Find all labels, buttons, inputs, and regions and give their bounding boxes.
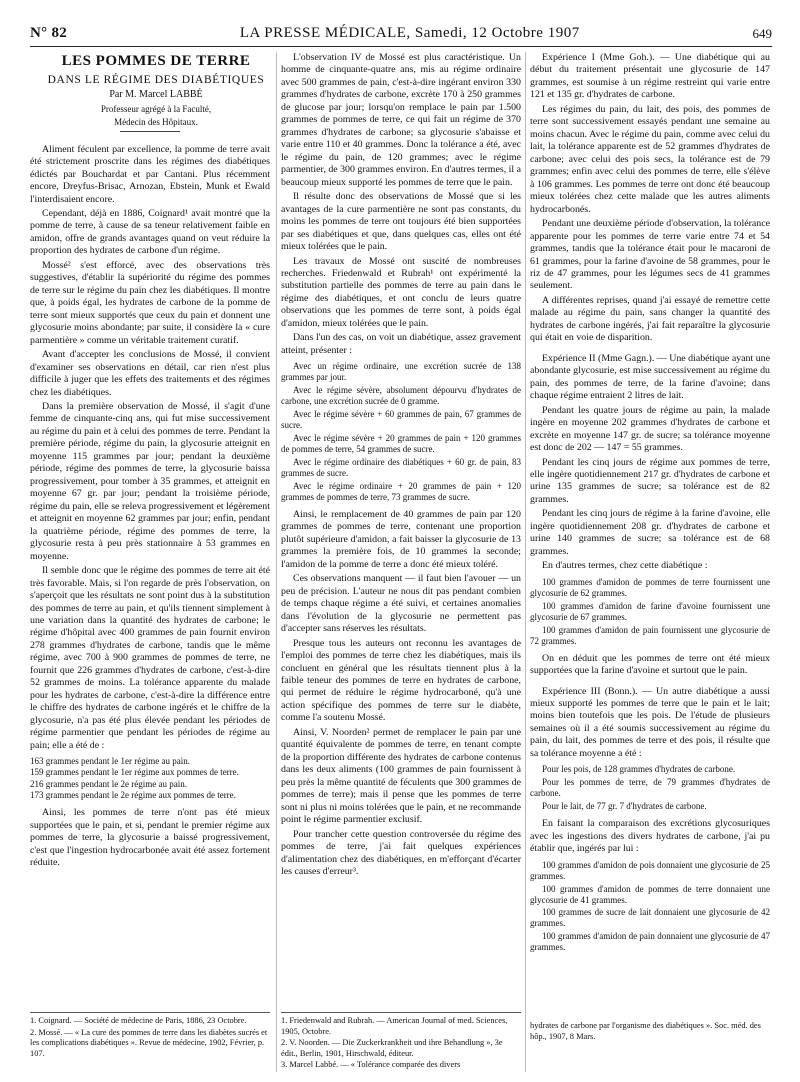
paragraph: On en déduit que les pommes de terre ont été mieux supportées que la farine d'avoine et surtout que le pain. [530,652,770,677]
list-item: 163 grammes pendant le 1er régime au pain. [30,756,190,767]
paragraph: Pendant les cinq jours de régime aux pommes de terre, elle ingère quotidiennement 217 gr. d'hydrates de carbone et urine 135 grammes de sucre; sa tolérance est de 82 grammes. [530,456,770,505]
tolerance-list [30,756,270,801]
list-item: Avec le régime sévère, absolument dépourvu d'hydrates de carbone, une excrétion sucrée de 0 gramme. [281,385,521,407]
paragraph: Avant d'accepter les conclusions de Mossé, il convient d'examiner ses observations en détail, car rien n'est plus difficile à juger que les effets des traitements et des régimes chez les diabétiques. [30,349,270,398]
footnote: 3. Marcel Labbé. — « Tolérance comparée des divers [281,1060,461,1069]
paragraph: Presque tous les auteurs ont reconnu les avantages de l'emploi des pommes de terre chez les diabétiques, mais ils concluent en général que les résultats tiennent plus à la faible teneur des pommes de terre en hydrates de carbone, qui permet de réduire le régime hydrocarboné, qu'à une action spécifique des pommes de terre sur le diabète, comme l'a soutenu Mossé. [281,637,521,724]
footnote: 2. V. Noorden. — Die Zuckerkrankheit und ihre Behandlung », 3e édit., Berlin, 1901, Hirschwald, éditeur. [281,1038,503,1058]
list-item: Avec le régime ordinaire + 20 grammes de pain + 120 grammes de pommes de terre, 73 grammes de sucre. [281,480,521,502]
issue-number: N° 82 [30,25,68,41]
paragraph: Ces observations manquent — il faut bien l'avouer — un peu de précision. L'auteur ne nous dit pas pendant combien de temps chaque régime a été suivi, et certaines anomalies dans l'évolution de la glycosurie ne permettent pas d'accepter sans réserves les résultats. [281,573,521,635]
paragraph: Les travaux de Mossé ont suscité de nombreuses recherches. Friedenwald et Rubrah¹ ont expérimenté la substitution partielle des pommes de terre au pain dans le régime des diabétiques, et ont conclu de leurs quatre observations que les pommes de terre sont, à poids égal d'amidon, mieux tolérées que le pain. [281,255,521,329]
list-item: Pour les pommes de terre, de 79 grammes d'hydrates de carbone. [530,777,770,799]
paragraph: Dans la première observation de Mossé, il s'agit d'une femme de cinquante-cinq ans, qui fut mise successivement au régime du pain et à celui des pommes de terre. Pendant la première période, régime du pain, la glycosurie atteignit en moyenne 115 grammes par jour; pendant la deuxième période, régime des pommes de terre, la glycosurie baissa progressivement, pour tomber à 35 grammes, et atteignit en moyenne 67 gr. par jour; pendant la troisième période, régime du pain, elle se releva progressivement et légèrement et atteignit en moyenne 62 grammes par jour; enfin, pendant la quatrième période, régime des pommes de terre, la glycosurie resta à peu près stationnaire à 53 grammes en moyenne. [30,401,270,562]
column-1 [30,52,270,872]
article-subtitle: DANS LE RÉGIME DES DIABÉTIQUES [47,73,265,86]
list-item: Pour les pois, de 128 grammes d'hydrates de carbone. [542,764,736,775]
list-item: Avec un régime ordinaire, une excrétion sucrée de 138 grammes par jour. [281,361,521,383]
paragraph: L'observation IV de Mossé est plus caractéristique. Un homme de cinquante-quatre ans, mis au régime ordinaire avec 500 grammes de pain, c'est-à-dire ingérant environ 330 grammes d'hydrates de carbone, excrète 170 à 250 grammes de glucose par jour; lorsqu'on remplace le pain par 1.500 grammes de pommes de terre, ce qui fait un régime de 370 grammes d'hydrates de carbone; sa glycosurie s'abaisse et varie entre 110 et 40 grammes. Donc la tolérance a été, avec le régime du pain, de 120 grammes; avec le régime parmentier, de 300 grammes environ. En d'autres termes, il a beaucoup mieux supporté les pommes de terre que le pain. [281,52,521,188]
title-divider [120,131,180,132]
footnote: 1. Coignard. — Société de médecine de Paris, 1886, 23 Octobre. [30,1016,247,1025]
glycosuria-list [530,577,770,647]
column-divider [276,52,277,1072]
glycosuria-list [530,860,770,954]
paragraph: Mossé² s'est efforcé, avec des observations très suggestives, d'établir la supériorité du régime des pommes de terre sur le régime du pain chez les diabétiques. Il montre que, à poids égal, les hydrates de carbone de la pomme de terre sont mieux supportés que ceux du pain et donnent une glycosurie moins abondante; par suite, il considère la « cure parmentière » comme un véritable traitement curatif. [30,259,270,346]
paragraph: A différentes reprises, quand j'ai essayé de remettre cette malade au régime du pain, sans changer la quantité des hydrates de carbone ingérés, j'ai fait reparaître la glycosurie qui était en voie de disparition. [530,294,770,344]
paragraph: Il semble donc que le régime des pommes de terre ait été très favorable. Mais, si l'on regarde de près l'observation, on s'aperçoit que les résultats ne sont point dus à la substitution des pommes de terre au pain, et qu'ils tiennent simplement à une variation dans la quantité des hydrates de carbone; le régime d'hôpital avec 400 grammes de pain fournit environ 278 grammes d'hydrates de carbone, tandis que le même régime, avec 700 à 900 grammes de pommes de terre, ne fournit que 226 grammes d'hydrates de carbone, c'est-à-dire 52 grammes de moins. La tolérance apparente du malade pour les hydrates de carbone, c'est-à-dire la différence entre le chiffre des hydrates de carbone ingérés et le chiffre de la glycosurie, n'a pas été plus élevée pendant les périodes de régime parmentier que pendant les périodes de régime au pain; elle a été de : [30,565,270,751]
footnote: 1. Friedenwald and Rubrah. — American Journal of med. Sciences, 1905, Octobre. [281,1016,508,1036]
paragraph: Pour trancher cette question controversée du régime des pommes de terre, j'ai fait quelques expériences d'alimentation chez des diabétiques, en m'efforçant d'écarter les causes d'erreur³. [281,828,521,877]
paragraph: Les régimes du pain, du lait, des pois, des pommes de terre sont successivement essayés pendant une semaine au moins chacun. Avec le régime du pain, comme avec celui du lait, la tolérance apparente est de 52 grammes d'hydrates de carbone; avec celui des pois secs, la tolérance est de 79 grammes; enfin avec celui des pommes de terre, elle s'élève à 106 grammes. Les pommes de terre ont donc été beaucoup mieux tolérées chez cette malade que les autres aliments hydrocarbonés. [530,103,770,215]
paragraph: Dans l'un des cas, on voit un diabétique, assez gravement atteint, présenter : [281,332,521,356]
journal-title: LA PRESSE MÉDICALE, Samedi, 12 Octobre 1907 [239,25,580,41]
list-item: 100 grammes d'amidon de pain donnaient une glycosurie de 47 grammes. [530,931,770,953]
paragraph: En d'autres termes, chez cette diabétique : [542,560,708,572]
list-item: 173 grammes pendant le 2e régime aux pommes de terre. [30,790,236,801]
article-author: Par M. Marcel LABBÉ [109,89,203,101]
list-item: 100 grammes d'amidon de pois donnaient une glycosurie de 25 grammes. [530,859,770,881]
paragraph: Il résulte donc des observations de Mossé que si les avantages de la cure parmentière ne sont pas constants, du moins les pommes de terre ont toujours été bien supportées par ses diabétiques et que, dans quelques cas, elles ont été mieux tolérées que le pain. [281,191,521,253]
list-item: Avec le régime sévère + 20 grammes de pain + 120 grammes de pommes de terre, 54 grammes de sucre. [281,433,521,455]
experiment-paragraph: Expérience I (Mme Goh.). — Une diabétique qui au début du traitement présentait une glycosurie de 147 grammes, est soumise à un régime restreint qui varie entre 121 et 135 gr. d'hydrates de carbone. [530,52,770,101]
page-number: 649 [752,26,772,41]
paragraph: Ainsi, le remplacement de 40 grammes de pain par 120 grammes de pommes de terre, contenant une proportion plutôt supérieure d'amidon, a fait baisser la glycosurie de 13 grammes la première fois, de 10 grammes la seconde; l'amidon de la pomme de terre a donc été mieux toléré. [281,508,521,570]
footnotes-column-1 [30,1012,270,1060]
paragraph: Pendant une deuxième période d'observation, la tolérance apparente pour les pommes de terre varie entre 74 et 54 grammes, tandis que la tolérance était pour le macaroni de 61 grammes, pour la farine d'avoine de 58 grammes, pour le riz de 47 grammes, pour les légumes secs de 41 grammes seulement. [530,218,770,292]
paragraph: Ainsi, V. Noorden² permet de remplacer le pain par une quantité équivalente de pommes de terre, en tenant compte de la proportion différente des hydrates de carbone contenus dans les deux aliments (100 grammes de pain fournissent à peu près la même quantité de féculents que 300 grammes de pommes de terre); mais il pense que les pommes de terre sont ni plus ni moins tolérées que le pain, et ne recommande point le régime parmentier exclusif. [281,726,521,826]
paragraph: Pendant les cinq jours de régime à la farine d'avoine, elle ingère quotidiennement 208 gr. d'hydrates de carbone et urine 140 grammes de sucre; sa tolérance est de 68 grammes. [530,508,770,557]
footnote: hydrates de carbone par l'organisme des diabétiques ». Soc. méd. des hôp., 1907, 8 Mars. [530,1021,761,1041]
tolerance-list [530,764,770,812]
column-2 [281,52,521,880]
paragraph: Cependant, déjà en 1886, Coignard¹ avait montré que la pomme de terre, à cause de sa teneur relativement faible en amidon, offre de grands avantages quand on veut réduire la proportion des hydrates de carbone d'un régime. [30,207,270,257]
experiment-paragraph: Expérience III (Bonn.). — Un autre diabétique a aussi mieux supporté les pommes de terre que le pain et le lait; moins bien toutefois que les pois. De l'étude de plusieurs semaines où il a été soumis successivement au régime du pain, du lait, des pommes de terre et des pois, il résulte que sa tolérance moyenne a été : [530,685,770,759]
column-divider [525,52,526,1072]
page-header [30,14,772,47]
list-item: 100 grammes d'amidon de farine d'avoine fournissent une glycosurie de 67 grammes. [530,600,770,622]
author-affiliation: Professeur agrégé à la Faculté, [100,103,212,114]
list-item: 100 grammes d'amidon de pommes de terre donnaient une glycosurie de 41 grammes. [530,883,770,905]
list-item: Pour le lait, de 77 gr. 7 d'hydrates de carbone. [542,801,707,812]
list-item: Avec le régime ordinaire des diabétiques + 60 gr. de pain, 83 grammes de sucre. [281,457,521,478]
article-title: LES POMMES DE TERRE [61,53,251,69]
list-item: 100 grammes d'amidon de pommes de terre fournissent une glycosurie de 62 grammes. [530,576,770,598]
column-3 [530,52,770,959]
paragraph: Ainsi, les pommes de terre n'ont pas été mieux supportées que le pain, et si, pendant le premier régime aux pommes de terre, la glycosurie a baissé progressivement, c'est que l'ingestion hydrocarbonée avait été assez fortement réduite. [30,807,270,869]
paragraph: Pendant les quatre jours de régime au pain, la malade ingère en moyenne 202 grammes d'hydrates de carbone et excrète en moyenne 147 gr. de sucre; sa tolérance moyenne est donc de 202 — 147 = 55 grammes. [530,404,770,454]
paragraph: En faisant la comparaison des excrétions glycosuriques avec les ingestions des divers hydrates de carbone, j'ai pu établir que, ingérés par lui : [530,818,770,855]
footnote: 2. Mossé. — « La cure des pommes de terre dans les diabètes sucrés et les complications diabétiques ». Revue de médecine, 1902, Février, p. 107. [30,1027,268,1058]
experiment-paragraph: Expérience II (Mme Gagn.). — Une diabétique ayant une abondante glycosurie, est mise successivement au régime du pain, des pommes de terre, de la farine d'avoine; dans chaque régime entraient 2 litres de lait. [530,352,770,402]
footnotes-column-2 [281,1012,521,1072]
list-item: 100 grammes d'amidon de pain fournissent une glycosurie de 72 grammes. [530,624,770,646]
author-affiliation: Médecin des Hôpitaux. [114,117,198,128]
list-item: 216 grammes pendant le 2e régime au pain. [30,778,187,789]
list-item: Avec le régime sévère + 60 grammes de pain, 67 grammes de sucre. [281,409,521,431]
list-item: 159 grammes pendant le 1er régime aux pommes de terre. [30,767,239,778]
observation-list [281,361,521,503]
footnotes-column-3 [530,1018,770,1043]
list-item: 100 grammes de sucre de lait donnaient une glycosurie de 42 grammes. [530,907,770,929]
paragraph: Aliment féculent par excellence, la pomme de terre avait été strictement proscrite dans les régimes des diabétiques édictés par Bouchardat et par Cantani. Plus récemment encore, Dreyfus-Brisac, Arnozan, Ebstein, Munk et Ewald l'interdisaient encore. [30,143,270,205]
